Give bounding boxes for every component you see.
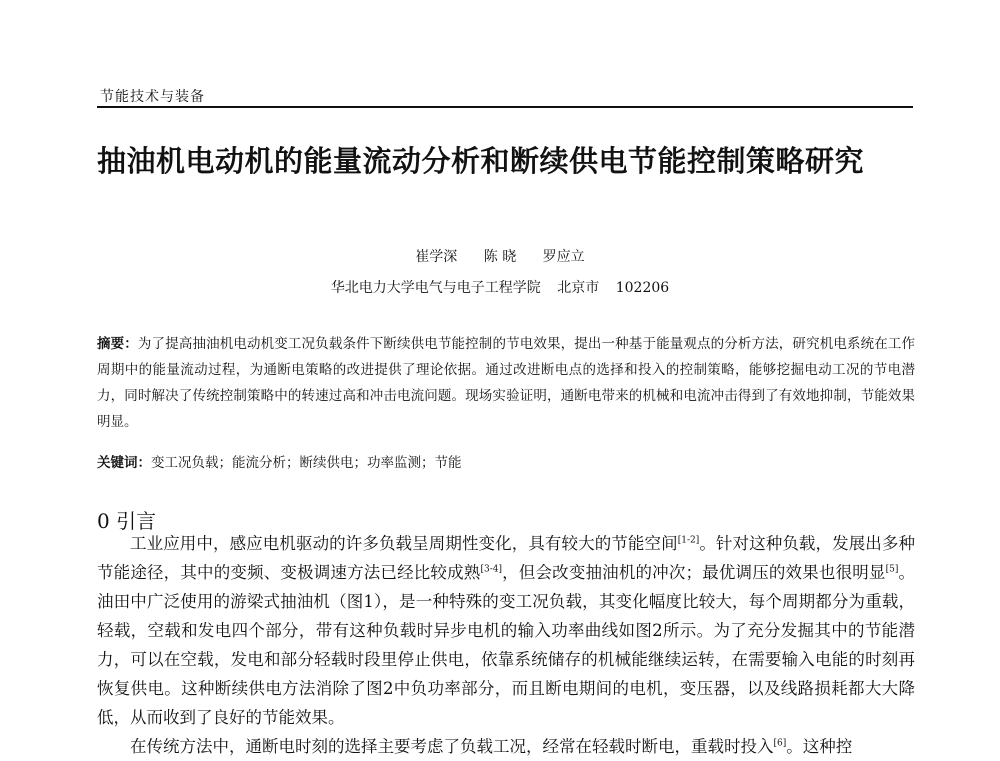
keywords-label: 关键词： xyxy=(97,455,151,471)
abstract-label: 摘要： xyxy=(97,336,138,352)
author-name: 罗应立 xyxy=(542,249,585,265)
author-name: 陈 晓 xyxy=(483,249,517,265)
section-number: 0 xyxy=(97,509,110,533)
author-name: 崔学深 xyxy=(415,249,458,265)
body-text xyxy=(97,529,915,761)
author-list xyxy=(0,246,1000,266)
paragraph: 在传统方法中，通断电时刻的选择主要考虑了负载工况，经常在轻载时断电，重载时投入[6]。这种控 xyxy=(130,737,853,756)
citation-ref: [6] xyxy=(773,738,787,749)
journal-section-header: 节能技术与装备 xyxy=(100,89,205,105)
affiliation-postcode: 102206 xyxy=(615,280,670,296)
paper-title: 抽油机电动机的能量流动分析和断续供电节能控制策略研究 xyxy=(97,144,865,178)
keywords-text: 变工况负载；能流分析；断续供电；功率监测；节能 xyxy=(151,455,462,471)
affiliation-institution: 华北电力大学电气与电子工程学院 xyxy=(330,280,541,296)
section-title: 引言 xyxy=(116,509,157,533)
header-rule xyxy=(97,106,913,108)
citation-ref: [5] xyxy=(885,564,899,575)
keywords xyxy=(97,451,915,471)
affiliation xyxy=(0,277,1000,297)
affiliation-city: 北京市 xyxy=(557,280,600,296)
citation-ref: [3-4] xyxy=(480,564,502,575)
abstract-text: 为了提高抽油机电动机变工况负载条件下断续供电节能控制的节电效果，提出一种基于能量观点的分析方法，研究机电系统在工作周期中的能量流动过程，为通断电策略的改进提供了理论依据。通过改进断电点的选择和投入的控制策略，能够挖掘电动工况的节电潜力，同时解决了传统控制策略中的转速过高和冲击电流问题。现场实验证明，通断电带来的机械和电流冲击得到了有效地抑制，节能效果明显。 xyxy=(97,336,916,430)
abstract xyxy=(97,331,915,435)
citation-ref: [1-2] xyxy=(677,535,700,546)
paragraph: 工业应用中，感应电机驱动的许多负载呈周期性变化，具有较大的节能空间[1-2]。针对这种负载，发展出多种节能途径，其中的变频、变极调速方法已经比较成熟[3-4]，但会改变抽油机的冲次；最优调压的效果也很明显[5]。油田中广泛使用的游梁式抽油机（图1），是一种特殊的变工况负载，其变化幅度比较大，每个周期都分为重载，轻载，空载和发电四个部分，带有这种负载时异步电机的输入功率曲线如图2所示。为了充分发掘其中的节能潜力，可以在空载，发电和部分轻载时段里停止供电，依靠系统储存的机械能继续运转，在需要输入电能的时刻再恢复供电。这种断续供电方法消除了图2中负功率部分，而且断电期间的电机，变压器，以及线路损耗都大大降低，从而收到了良好的节能效果。 xyxy=(97,534,916,727)
